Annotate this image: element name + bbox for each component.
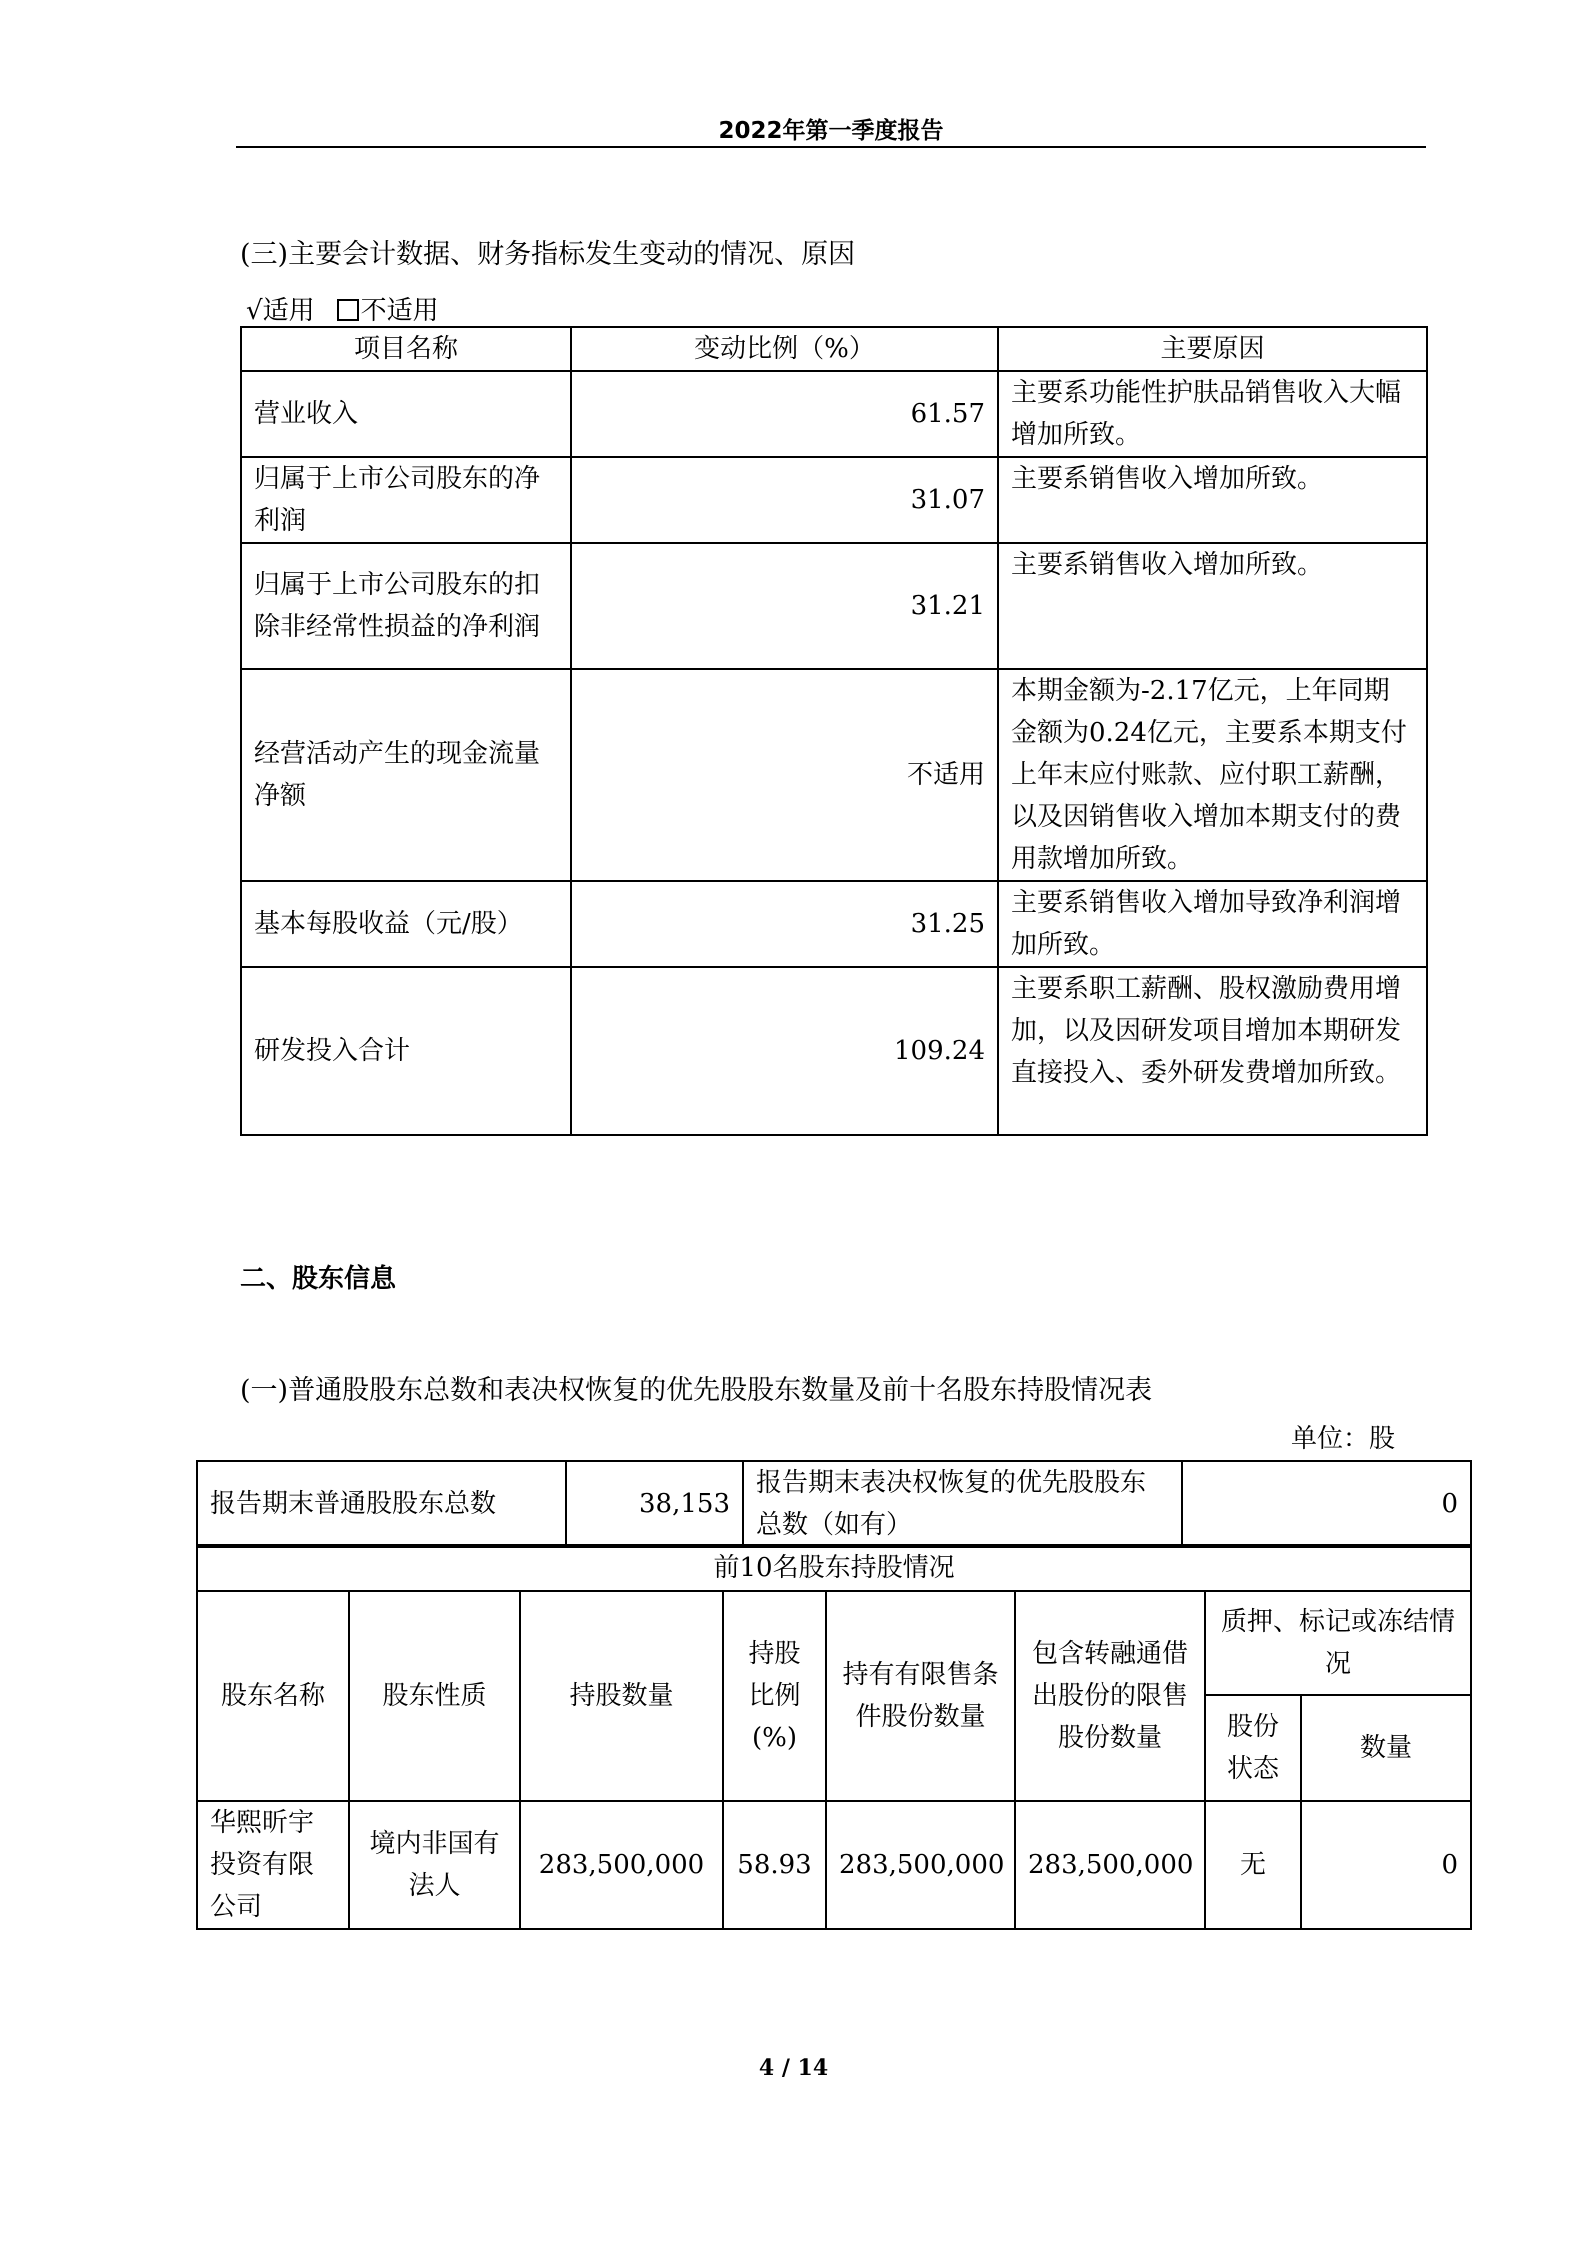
table-row xyxy=(241,669,1427,881)
column-header-nature: 股东性质 xyxy=(349,1591,520,1801)
item-name: 归属于上市公司股东的净利润 xyxy=(241,457,571,543)
change-reason: 主要系功能性护肤品销售收入大幅增加所致。 xyxy=(998,371,1427,457)
item-name: 经营活动产生的现金流量净额 xyxy=(241,669,571,881)
page-number: 4 / 14 xyxy=(758,2055,829,2081)
change-ratio: 109.24 xyxy=(571,967,998,1135)
header-divider xyxy=(236,146,1426,148)
change-reason: 主要系销售收入增加所致。 xyxy=(998,543,1427,669)
change-ratio: 61.57 xyxy=(571,371,998,457)
table-header-row xyxy=(241,327,1427,371)
item-name: 营业收入 xyxy=(241,371,571,457)
preferred-shareholders-value: 0 xyxy=(1182,1461,1471,1547)
item-name: 研发投入合计 xyxy=(241,967,571,1135)
table-row xyxy=(241,457,1427,543)
column-header-lent: 包含转融通借出股份的限售股份数量 xyxy=(1015,1591,1205,1801)
restricted-shares: 283,500,000 xyxy=(826,1801,1015,1929)
change-ratio: 31.07 xyxy=(571,457,998,543)
change-reason: 主要系销售收入增加所致。 xyxy=(998,457,1427,543)
change-reason: 主要系销售收入增加导致净利润增加所致。 xyxy=(998,881,1427,967)
shareholder-summary-table xyxy=(196,1460,1472,1548)
summary-row xyxy=(197,1461,1471,1547)
column-header-item: 项目名称 xyxy=(241,327,571,371)
item-name: 基本每股收益（元/股） xyxy=(241,881,571,967)
change-reason: 主要系职工薪酬、股权激励费用增加，以及因研发项目增加本期研发直接投入、委外研发费增加所致。 xyxy=(998,967,1427,1135)
check-mark-icon: √ xyxy=(246,296,263,326)
column-header-ratio: 持股比例(%) xyxy=(723,1591,826,1801)
column-header-pledge: 质押、标记或冻结情况 xyxy=(1205,1591,1471,1695)
column-header-status: 股份状态 xyxy=(1205,1695,1301,1801)
not-applicable-label: 不适用 xyxy=(360,296,439,326)
applicability-line xyxy=(246,290,439,327)
table-row xyxy=(241,881,1427,967)
column-header-pledge-quantity: 数量 xyxy=(1301,1695,1471,1801)
table-row xyxy=(197,1801,1471,1929)
shareholder-info-heading: 二、股东信息 xyxy=(240,1264,397,1294)
shareholder-name: 华熙昕宇投资有限公司 xyxy=(197,1801,349,1929)
common-shareholders-value: 38,153 xyxy=(566,1461,743,1547)
top10-title-row xyxy=(197,1545,1471,1591)
table-row xyxy=(241,967,1427,1135)
column-header-name: 股东名称 xyxy=(197,1591,349,1801)
column-header-quantity: 持股数量 xyxy=(520,1591,723,1801)
column-header-restricted: 持有有限售条件股份数量 xyxy=(826,1591,1015,1801)
table-row xyxy=(241,371,1427,457)
page-header-title: 2022年第一季度报告 xyxy=(718,118,944,144)
change-ratio: 31.21 xyxy=(571,543,998,669)
change-ratio: 31.25 xyxy=(571,881,998,967)
common-shareholders-label: 报告期末普通股股东总数 xyxy=(197,1461,566,1547)
shareholding-quantity: 283,500,000 xyxy=(520,1801,723,1929)
shareholder-nature: 境内非国有法人 xyxy=(349,1801,520,1929)
shareholding-ratio: 58.93 xyxy=(723,1801,826,1929)
change-reason: 本期金额为-2.17亿元，上年同期金额为0.24亿元，主要系本期支付上年末应付账款、应付职工薪酬，以及因销售收入增加本期支付的费用款增加所致。 xyxy=(998,669,1427,881)
shareholder-table-title: (一)普通股股东总数和表决权恢复的优先股股东数量及前十名股东持股情况表 xyxy=(240,1375,1153,1406)
lent-restricted-shares: 283,500,000 xyxy=(1015,1801,1205,1929)
table-row xyxy=(241,543,1427,669)
section-3-title: (三)主要会计数据、财务指标发生变动的情况、原因 xyxy=(240,239,856,270)
applicable-label: 适用 xyxy=(262,296,315,326)
top10-shareholders-table xyxy=(196,1544,1472,1930)
item-name: 归属于上市公司股东的扣除非经常性损益的净利润 xyxy=(241,543,571,669)
empty-checkbox-icon xyxy=(337,299,359,321)
unit-label: 单位：股 xyxy=(1290,1424,1395,1454)
change-ratio: 不适用 xyxy=(571,669,998,881)
column-header-reason: 主要原因 xyxy=(998,327,1427,371)
top10-title: 前10名股东持股情况 xyxy=(197,1545,1471,1591)
column-header-ratio: 变动比例（%） xyxy=(571,327,998,371)
preferred-shareholders-label: 报告期末表决权恢复的优先股股东总数（如有） xyxy=(743,1461,1182,1547)
pledge-quantity: 0 xyxy=(1301,1801,1471,1929)
column-header-row xyxy=(197,1591,1471,1695)
accounting-changes-table xyxy=(240,326,1428,1136)
pledge-status: 无 xyxy=(1205,1801,1301,1929)
